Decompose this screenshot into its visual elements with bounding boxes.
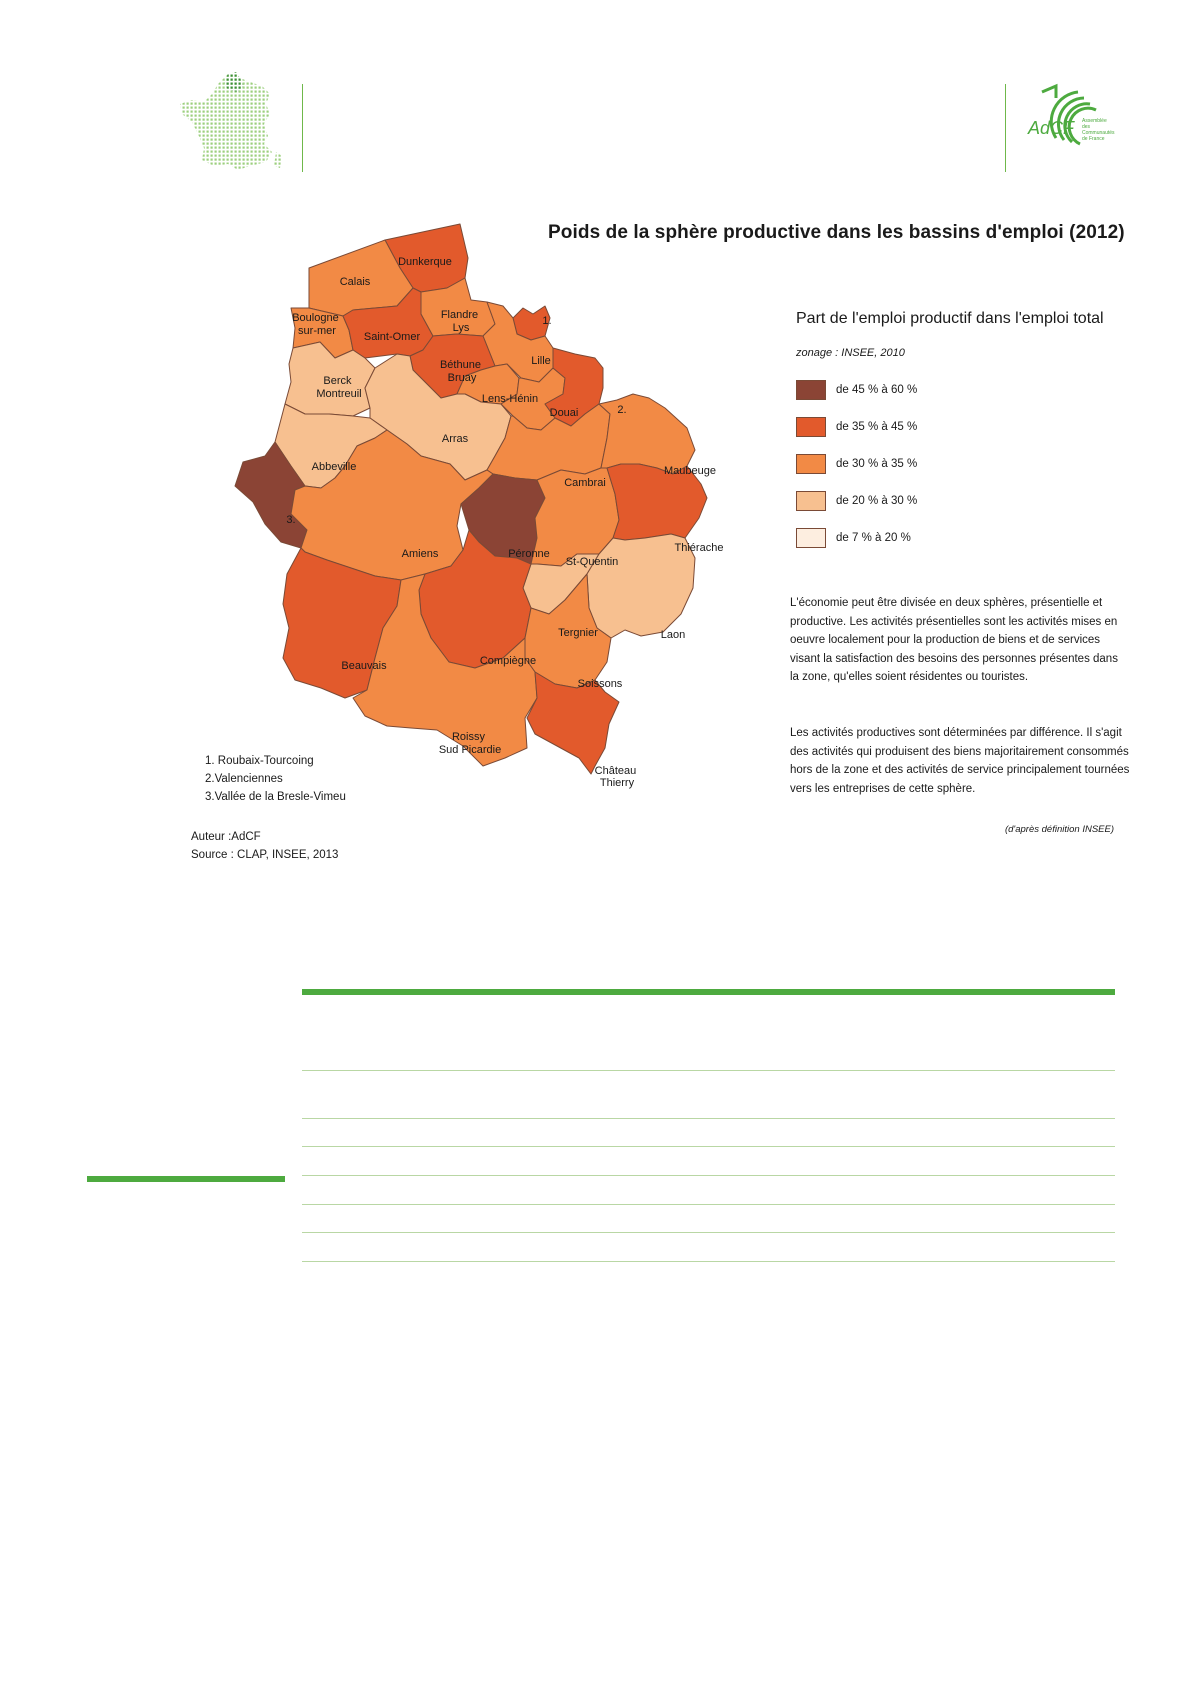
label-chateau-line2: Thierry bbox=[599, 777, 635, 789]
label-chateau-thierry bbox=[595, 765, 640, 789]
label-amiens: Amiens bbox=[401, 548, 439, 560]
label-st-quentin: St-Quentin bbox=[565, 556, 619, 568]
legend-label: de 45 % à 60 % bbox=[836, 384, 918, 396]
label-dunkerque: Dunkerque bbox=[398, 256, 452, 268]
adcf-logo-text: AdCF bbox=[1028, 118, 1075, 138]
label-cambrai: Cambrai bbox=[564, 477, 606, 489]
header-right-rule bbox=[1005, 84, 1006, 172]
legend-item bbox=[796, 527, 911, 549]
adcf-logo-tagline: Assemblée des Communautés de France bbox=[1082, 118, 1115, 142]
label-1: 1. bbox=[542, 315, 552, 327]
label-abbeville: Abbeville bbox=[311, 461, 357, 473]
description-caption: (d'après définition INSEE) bbox=[1004, 824, 1114, 835]
label-flandre-line2: Lys bbox=[452, 322, 470, 334]
label-boulogne bbox=[292, 312, 342, 337]
table-rule bbox=[302, 1204, 1115, 1205]
sidebar-rule-thick bbox=[87, 1176, 285, 1182]
label-lille: Lille bbox=[531, 355, 551, 367]
map-author: Auteur :AdCF bbox=[191, 831, 261, 843]
label-2: 2. bbox=[617, 404, 627, 416]
label-flandre-line1: Flandre bbox=[440, 309, 479, 321]
label-saint-omer: Saint-Omer bbox=[363, 331, 421, 343]
legend-zonage: zonage : INSEE, 2010 bbox=[796, 347, 905, 359]
label-maubeuge: Maubeuge bbox=[664, 465, 716, 477]
footnote-item: 1. Roubaix-Tourcoing bbox=[205, 755, 314, 767]
header-left-rule bbox=[302, 84, 303, 172]
legend-item bbox=[796, 490, 917, 512]
label-laon: Laon bbox=[660, 629, 686, 641]
label-lens-henin: Lens-Hénin bbox=[481, 393, 539, 405]
legend-label: de 30 % à 35 % bbox=[836, 458, 918, 470]
legend-item bbox=[796, 416, 917, 438]
description-text-2: Les activités productives sont déterminées par différence. Il s'agit des activités qui produisent des biens majoritairement consommés hors de la zone et des activités de service principalement tournées vers les entreprises de cette sphère. bbox=[790, 727, 1130, 795]
table-rule bbox=[302, 1146, 1115, 1147]
legend-item bbox=[796, 379, 917, 401]
label-arras: Arras bbox=[441, 433, 469, 445]
label-berck-line2: Montreuil bbox=[316, 388, 362, 400]
legend-swatch bbox=[796, 491, 826, 511]
label-bethune-line1: Béthune bbox=[439, 359, 481, 371]
label-douai: Douai bbox=[549, 407, 579, 419]
legend-item bbox=[796, 453, 917, 475]
section-rule-thick bbox=[302, 989, 1115, 995]
label-beauvais: Beauvais bbox=[341, 660, 387, 672]
legend-label: de 20 % à 30 % bbox=[836, 495, 918, 507]
france-dot-map bbox=[178, 70, 288, 175]
legend-label: de 35 % à 45 % bbox=[836, 421, 918, 433]
label-roissy-line2: Sud Picardie bbox=[438, 744, 502, 756]
label-calais: Calais bbox=[339, 276, 371, 288]
description-paragraph-2 bbox=[790, 724, 1130, 798]
label-compiegne: Compiègne bbox=[479, 655, 537, 667]
legend-swatch bbox=[796, 454, 826, 474]
label-3: 3. bbox=[286, 514, 296, 526]
legend-title: Part de l'emploi productif dans l'emploi total bbox=[796, 310, 1104, 327]
map-title: Poids de la sphère productive dans les bassins d'emploi (2012) bbox=[548, 222, 1125, 243]
label-soissons: Soissons bbox=[577, 678, 623, 690]
map-footnotes bbox=[205, 752, 346, 806]
table-rule bbox=[302, 1070, 1115, 1071]
label-bethune-line2: Bruay bbox=[447, 372, 477, 384]
footnote-item: 3.Vallée de la Bresle-Vimeu bbox=[205, 791, 346, 803]
legend-label: de 7 % à 20 % bbox=[836, 532, 911, 544]
label-peronne: Péronne bbox=[508, 548, 550, 560]
label-boulogne-line2: sur-mer bbox=[298, 325, 336, 337]
description-paragraph-1 bbox=[790, 594, 1130, 687]
table-rule bbox=[302, 1232, 1115, 1233]
zone-maubeuge bbox=[599, 394, 695, 474]
legend-swatch bbox=[796, 380, 826, 400]
map-source: Source : CLAP, INSEE, 2013 bbox=[191, 849, 339, 861]
table-rule bbox=[302, 1175, 1115, 1176]
description-text-1: L'économie peut être divisée en deux sphères, présentielle et productive. Les activités présentielles sont les activités mises en oeuvre localement pour la production de biens et de services visant la satisfaction des besoins des personnes présentes dans la zone, qu'elles soient résidentes ou touristes. bbox=[790, 597, 1118, 683]
region-map bbox=[225, 218, 765, 843]
label-chateau-line1: Château bbox=[594, 765, 637, 777]
label-thierache: Thiérache bbox=[674, 542, 724, 554]
footnote-item: 2.Valenciennes bbox=[205, 773, 283, 785]
label-roissy-line1: Roissy bbox=[451, 731, 485, 743]
table-rule bbox=[302, 1118, 1115, 1119]
label-tergnier: Tergnier bbox=[558, 627, 598, 639]
label-boulogne-line1: Boulogne bbox=[292, 312, 339, 324]
legend-swatch bbox=[796, 528, 826, 548]
table-rule bbox=[302, 1261, 1115, 1262]
legend-swatch bbox=[796, 417, 826, 437]
label-berck-line1: Berck bbox=[323, 375, 352, 387]
